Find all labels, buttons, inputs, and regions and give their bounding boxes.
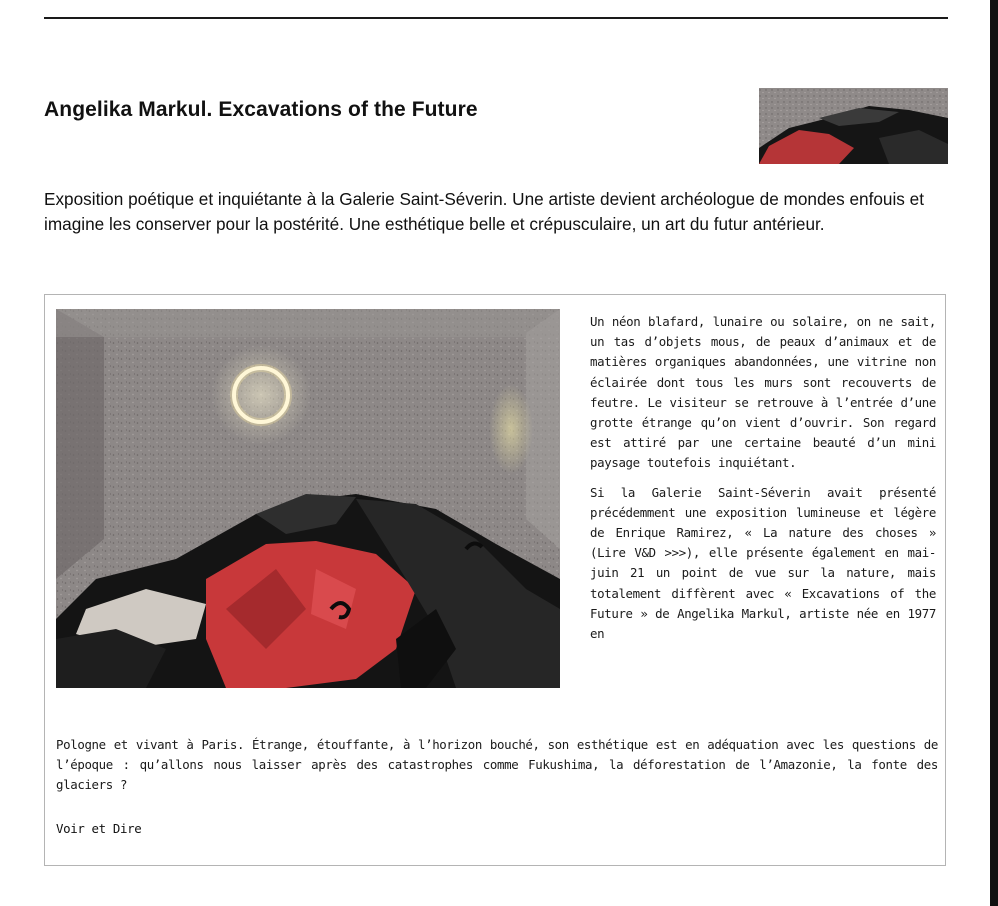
article-intro: Exposition poétique et inquiétante à la Galerie Saint-Séverin. Une artiste devient archéologue de mondes enfouis et imagine les conserver pour la postérité. Une esthétique belle et crépusculaire, un art du futur antérieur. (44, 189, 924, 234)
article-title[interactable]: Angelika Markul. Excavations of the Future (44, 98, 478, 121)
top-divider (44, 17, 948, 19)
scrollbar[interactable] (990, 0, 998, 906)
source-link[interactable]: Voir et Dire (56, 821, 142, 836)
article-paragraph-2-continued: Pologne et vivant à Paris. Étrange, étouffante, à l’horizon bouché, son esthétique est en adéquation avec les questions de l’époque : qu’allons nous laisser après des catastrophes comme Fukushima, la déforestation de l’Amazonie, la fonte des glaciers ? (56, 737, 938, 793)
article-paragraph-2: Si la Galerie Saint-Séverin avait présenté précédemment une exposition lumineuse et légère de Enrique Ramirez, « La nature des choses » (Lire V&D >>>), elle présente également en mai-juin 21 un point de vue sur la nature, mais totalement diffèrent avec « Excavations of the Future » de Angelika Markul, artiste née en 1977 en (590, 484, 936, 642)
article-paragraph-1: Un néon blafard, lunaire ou solaire, on ne sait, un tas d’objets mous, de peaux d’animaux et de matières organiques abandonnées, une vitrine non éclairée dont tous les murs sont recouverts de feutre. Le visiteur se retrouve à l’entrée d’une grotte étrange qu’on vient d’ouvrir. Son regard est attiré par une certaine beauté d’un mini paysage toutefois inquiétant. (590, 314, 936, 471)
exhibition-photo[interactable] (56, 309, 560, 688)
article-column (590, 312, 936, 653)
article-thumbnail[interactable] (759, 88, 948, 164)
